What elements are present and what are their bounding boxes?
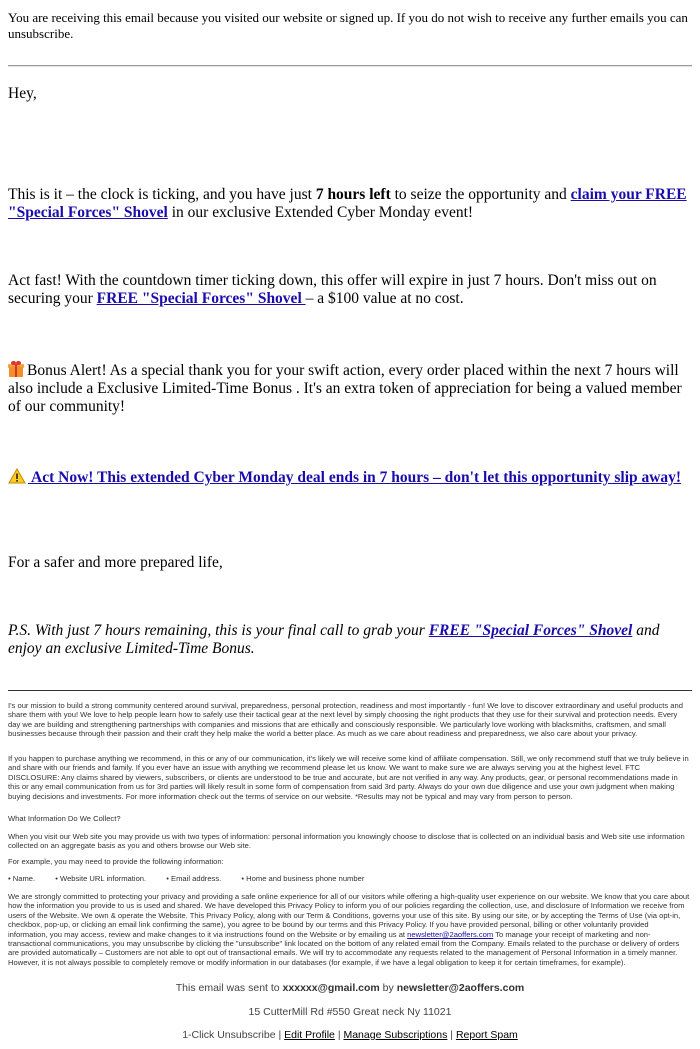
separator: |	[447, 1029, 456, 1041]
p1-text-before: This is it – the clock is ticking, and you have just	[8, 186, 316, 203]
p1-text-middle: to seize the opportunity and	[390, 186, 571, 203]
postscript	[8, 622, 688, 658]
privacy-policy-text	[8, 892, 690, 967]
report-spam-link[interactable]: Report Spam	[455, 1029, 518, 1041]
sent-to-line	[0, 982, 700, 994]
mission-statement: I's our mission to build a strong community centered around survival, preparedness, personal protection, readiness and most importantly - fun! We love to discover extraordinary and useful products and share them with you! We love to help people learn how to safely use their tactical gear at the next level by simply choosing the right products that they use for their survival and protection needs. Every day we are building and strengthening partnerships with companies and missions that are ethically and consciously responsible. We particularly love working with blacksmiths, craftsmen, and small businesses because through their passion and their craft they help make the world a better place. As much as we care about readiness and preparedness, we also care about your privacy.	[8, 701, 683, 739]
ps-text-after: and enjoy an exclusive Limited-Time Bonus.	[8, 622, 660, 657]
ps-text-before: P.S. With just 7 hours remaining, this is your final call to grab your	[8, 622, 429, 639]
paragraph-bonus-alert	[8, 361, 688, 416]
ps-shovel-link[interactable]: FREE "Special Forces" Shovel	[428, 622, 633, 639]
paragraph-act-now	[8, 468, 688, 487]
header-divider	[8, 65, 692, 67]
separator: |	[275, 1029, 285, 1041]
privacy-text-after: To manage your receipt of marketing and non-transactional communications, you may unsubscribe by clicking the "unsubscribe" link located on the bottom of any related email from the Company. Emails related to the purchase or delivery of orders are provided automatically – Customers are not able to opt out of transactional emails. We will try to accommodate any requests related to the management of Personal Information in a timely manner. However, it is not always possible to completely remove or modify information in our databases (for example, if we have a legal obligation to keep it for certain timeframes, for example).	[8, 929, 680, 967]
info-item-email: • Email address.	[166, 874, 222, 883]
closing-line: For a safer and more prepared life,	[8, 554, 223, 571]
act-now-link-text: Act Now! This extended Cyber Monday deal ends in 7 hours – don't let this opportunity slip away!	[28, 469, 682, 486]
collect-heading: What Information Do We Collect?	[8, 814, 121, 823]
paragraph-clock-ticking	[8, 186, 688, 222]
example-intro: For example, you may need to provide the following information:	[8, 857, 224, 866]
collect-body: When you visit our Web site you may provide us with two types of information: personal information you knowingly choose to disclose that is collected on an individual basis and Web site use information collected on an aggregate basis as you and others browse our Web site.	[8, 832, 685, 851]
sent-prefix: This email was sent to	[175, 982, 283, 994]
info-item-name: • Name.	[8, 874, 36, 883]
sent-by: by	[379, 982, 397, 994]
recipient-email: xxxxxx@gmail.com	[282, 982, 380, 994]
p2-text-before: Act fast! With the countdown timer ticking down, this offer will expire in just 7 hours. Don't miss out on securing your	[8, 272, 657, 307]
one-click-unsubscribe[interactable]: 1-Click Unsubscribe	[182, 1029, 276, 1041]
postal-address: 15 CutterMill Rd #550 Great neck Ny 11021	[248, 1006, 452, 1018]
p2-text-after: – a $100 value at no cost.	[305, 290, 464, 307]
affiliate-disclosure: If you happen to purchase anything we recommend, in this or any of our communication, it's likely we will receive some kind of affiliate compensation. Still, we only recommend stuff that we truly believe in and share with our friends and family. If you ever have an issue with anything we recommend please let us know. We want to make sure we are always serving you at the highest level. FTC DISCLOSURE: Any claims shared by viewers, subscribers, or clients are understood to be true and accurate, but are not verified in any way. Any products, gear, or personal recommendations made in this or any email communication from us for 3rd parties will likely result in some form of compensation from said 3rd party. Always do your own due diligence and use your own judgment when making buying decisions and investments. For more information check out the terms of service on our website. *Results may not be typical and may vary from person to person.	[8, 754, 689, 801]
footer-links	[0, 1029, 700, 1041]
info-list	[8, 874, 382, 883]
edit-profile-link[interactable]: Edit Profile	[284, 1029, 335, 1041]
unsubscribe-notice: You are receiving this email because you visited our website or signed up. If you do not wish to receive any further emails you can unsubscribe.	[8, 10, 688, 41]
sender-email: newsletter@2aoffers.com	[396, 982, 525, 994]
act-now-link[interactable]	[8, 469, 681, 486]
bonus-alert-text: Bonus Alert! As a special thank you for your swift action, every order placed within the next 7 hours will also include a Exclusive Limited-Time Bonus . It's an extra token of appreciation for being a valued member of our community!	[8, 362, 682, 415]
p1-hours-left: 7 hours left	[315, 186, 391, 203]
info-item-phone: • Home and business phone number	[241, 874, 365, 883]
p1-text-after: in our exclusive Extended Cyber Monday event!	[167, 204, 474, 221]
fine-print-divider	[8, 690, 692, 691]
free-shovel-link[interactable]: FREE "Special Forces" Shovel	[96, 290, 306, 307]
greeting: Hey,	[8, 85, 37, 102]
privacy-email-link[interactable]: newsletter@2aoffers.com	[407, 929, 494, 939]
privacy-text-before: We are strongly committed to protecting your privacy and providing a safe online experience for all of our visitors while offering a high-quality user experience on our website. We know that you care about how the information you provide to us is used and shared. We have developed this Privacy Policy to inform you of our policies regarding the collection, use, and disclosure of Information we receive from users of the Website. We own & operate the Website. This Privacy Policy, along with our Term & Conditions, governs your use of this site. By using our site, or by accepting the Terms of Use (via opt-in, checkbox, pop-up, or clicking an email link confirming the same), you agree to be bound by our terms and this Privacy Policy. If you have provided personal, billing or other voluntarily provided information, you may access, review and make changes to it via instructions found on the Website or by emailing us at	[8, 892, 690, 939]
gift-icon	[8, 361, 24, 377]
paragraph-act-fast	[8, 272, 688, 308]
warning-icon	[8, 468, 26, 484]
claim-shovel-link[interactable]: claim your FREE "Special Forces" Shovel	[8, 186, 687, 221]
separator: |	[334, 1029, 344, 1041]
manage-subscriptions-link[interactable]: Manage Subscriptions	[343, 1029, 448, 1041]
info-item-url: • Website URL information.	[55, 874, 147, 883]
